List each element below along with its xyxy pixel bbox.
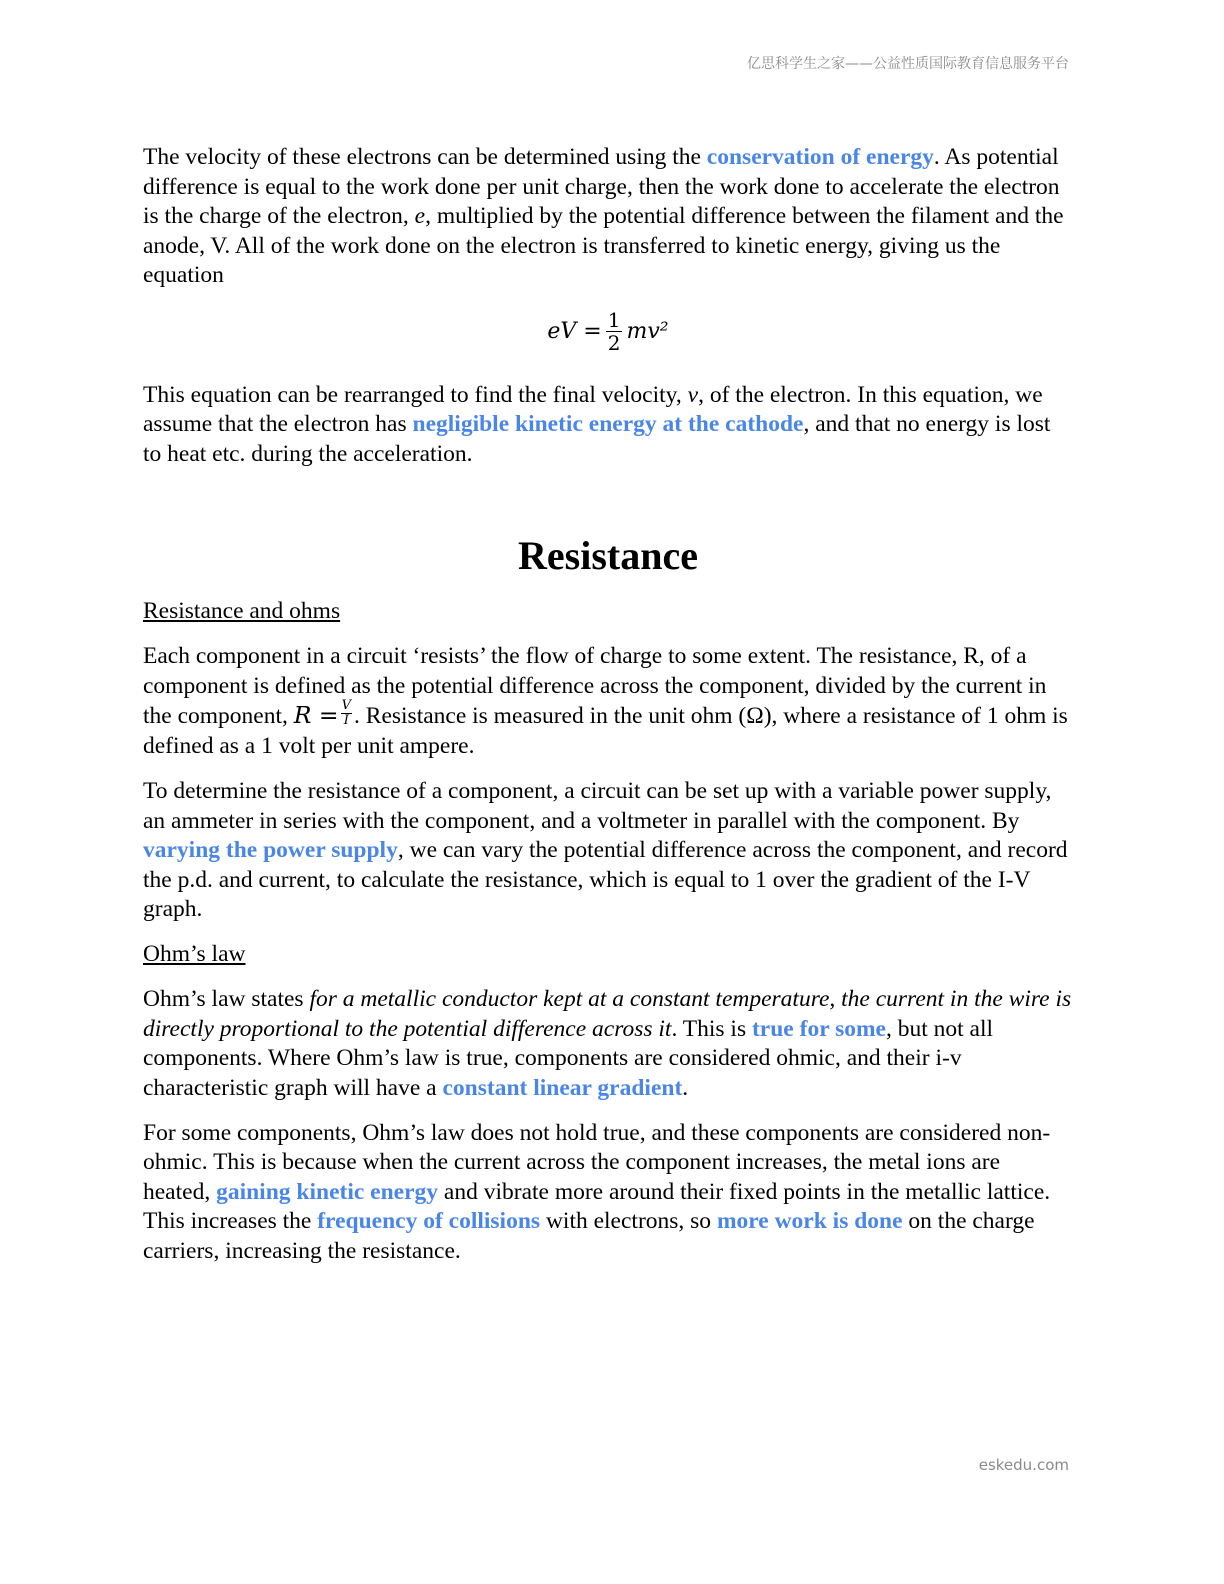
equation-lhs: eV = [547,318,602,344]
text: . Resistance is measured in the unit ohm (Ω), where a resistance of 1 ohm is defined as a 1 volt per unit ampere. [143,703,1068,760]
text: , and that no energy is lost to heat etc. during the acceleration. [143,411,1051,467]
fraction-denominator: 2 [607,330,621,355]
highlight-gaining-kinetic-energy: gaining kinetic energy [216,1178,439,1205]
page-header: 亿思科学生之家——公益性质国际教育信息服务平台 [747,56,1069,72]
highlight-frequency-of-collisions: frequency of collisions [317,1208,541,1235]
symbol-e: e [414,203,426,229]
text: To determine the resistance of a component, a circuit can be set up with a variable power supply, an ammeter in series with the component, and a voltmeter in parallel with the component. By [143,778,1052,834]
equation-rhs: mv² [626,318,669,344]
formula-lhs: R = [293,701,339,729]
ohms-law-statement: for a metallic conductor kept at a constant temperature, the current in the wire is directly proportional to the potential difference across it [143,986,1072,1042]
text: Ohm’s law states [143,986,310,1013]
formula-denominator: I [343,713,349,729]
document-body [143,143,1073,1282]
text: For some components, Ohm’s law does not hold true, and these components are considered non-ohmic. This is because when the current across the component increases, the metal ions are heated, [143,1119,1051,1205]
paragraph-velocity [143,143,1073,291]
highlight-true-for-some: true for some [751,1015,886,1042]
highlight-negligible-kinetic-energy: negligible kinetic energy at the cathode [412,411,804,437]
text: , multiplied by the potential difference between the filament and the anode, V. All of the work done on the electron is transferred to kinetic energy, giving us the equation [143,203,1064,288]
text: on the charge carriers, increasing the resistance. [143,1208,1035,1264]
highlight-constant-linear-gradient: constant linear gradient [442,1074,683,1101]
text: , we can vary the potential difference across the component, and record the p.d. and current, to calculate the resistance, which is equal to 1 over the gradient of the I-V graph. [143,837,1068,923]
text: , of the electron. In this equation, we assume that the electron has [143,381,1043,437]
text: . [682,1074,689,1101]
page-footer: eskedu.com [978,1456,1069,1474]
formula-fraction [341,699,352,728]
symbol-v: v [687,381,699,408]
text: and vibrate more around their fixed points in the metallic lattice. This increases the [143,1178,1051,1235]
text: The velocity of these electrons can be determined using the [143,144,707,170]
text: , but not all components. Where Ohm’s law is true, components are considered ohmic, and their i-v characteristic graph will have a [143,1015,994,1101]
fraction-half [606,309,623,354]
paragraph-non-ohmic [143,1119,1073,1267]
formula-numerator: V [341,698,352,714]
paragraph-circuit-setup [143,777,1073,925]
paragraph-rearranged [143,381,1073,470]
subheading-resistance-and-ohms: Resistance and ohms [143,598,341,624]
text: . As potential difference is equal to the work done per unit charge, then the work done to accelerate the electron is the charge of the electron, [143,144,1060,229]
text: with electrons, so [540,1208,717,1235]
highlight-conservation-of-energy: conservation of energy [706,144,934,170]
text: . This is [671,1015,752,1042]
section-title: Resistance [518,533,698,578]
highlight-more-work-is-done: more work is done [716,1208,903,1235]
subheading-ohms-law: Ohm’s law [143,941,246,968]
paragraph-ohms-law [143,985,1073,1103]
text: This equation can be rearranged to find the final velocity, [143,381,688,408]
fraction-numerator: 1 [607,307,621,332]
text: Each component in a circuit ‘resists’ the flow of charge to some extent. The resistance, R, of a component is defined as the potential difference across the component, divided by the current in the component, [143,643,1047,729]
paragraph-resistance-definition [143,642,1073,762]
highlight-varying-power-supply: varying the power supply [143,837,398,864]
equation-kinetic-energy [143,309,1073,359]
